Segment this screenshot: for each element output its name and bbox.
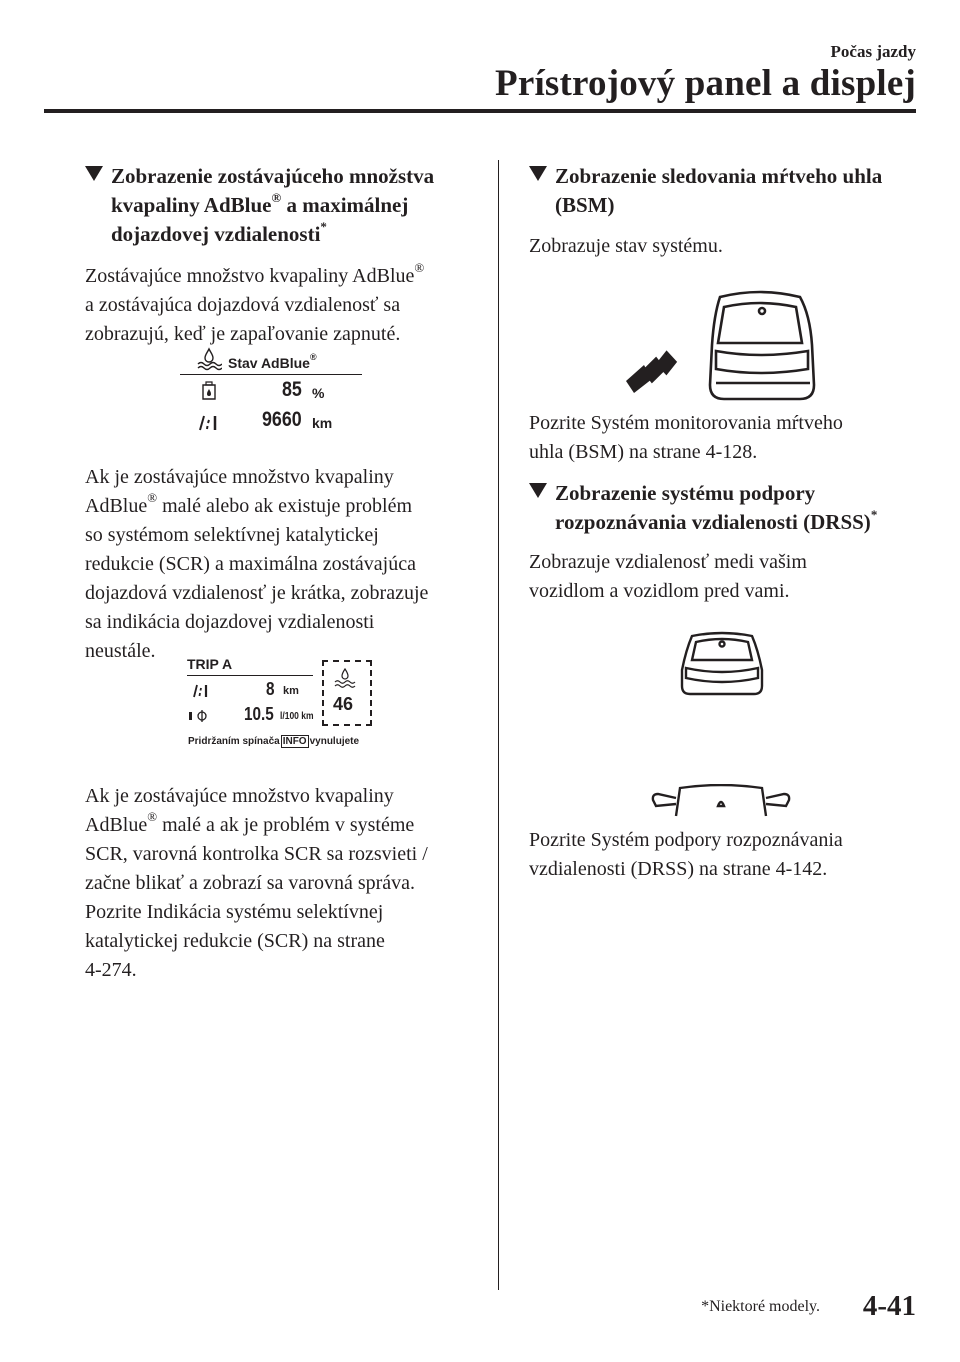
figure-trip-a xyxy=(184,654,374,754)
section-label: Počas jazdy xyxy=(830,42,916,61)
page-title: Prístrojový panel a displej xyxy=(495,63,916,104)
trip-distance-value: 8 xyxy=(266,679,275,699)
page-number: 4-41 xyxy=(862,1290,916,1322)
footnote: *Niektoré modely. xyxy=(701,1298,820,1315)
adblue-range-unit: km xyxy=(312,415,333,431)
adblue-level-value: 85 xyxy=(282,378,302,401)
trip-consumption-unit: l/100 km xyxy=(280,711,314,722)
trip-distance-unit: km xyxy=(283,685,299,697)
own-vehicle-icon xyxy=(653,785,789,816)
paragraph-drss-intro: Zobrazuje vzdialenosť medi vašim vozidlom a vozidlom pred vami. xyxy=(529,551,807,602)
paragraph-scr-warning: Ak je zostávajúce množstvo kvapaliny AdBlue® malé a ak je problém v systéme SCR, varovná kontrolka SCR sa rozsvieti / začne blikať a zobrazí sa varovná správa. Pozrite Indikácia systému selektívnej katalytickej redukcie (SCR) na strane 4-274. xyxy=(85,785,428,981)
heading-drss: Zobrazenie systému podpory rozpoznávania vzdialenosti (DRSS)* xyxy=(555,479,935,537)
trip-a-title: TRIP A xyxy=(187,656,233,672)
road-distance-icon xyxy=(192,684,210,698)
adblue-small-icon xyxy=(334,668,356,688)
paragraph-drss-ref: Pozrite Systém podpory rozpoznávania vzdialenosti (DRSS) na strane 4-142. xyxy=(529,829,843,880)
triangle-bullet-icon xyxy=(529,166,547,181)
adblue-level-unit: % xyxy=(312,385,325,401)
triangle-bullet-icon xyxy=(85,166,103,181)
trip-reset-hint: Pridržaním spínača INFO vynulujete xyxy=(188,736,360,747)
trip-consumption-value: 10.5 xyxy=(244,704,274,724)
adblue-tank-icon xyxy=(200,381,218,401)
paragraph-adblue-intro: Zostávajúce množstvo kvapaliny AdBlue® a zostávajúca dojazdová vzdialenosť sa zobrazujú, keď je zapaľovanie zapnuté. xyxy=(85,260,425,345)
heading-adblue: Zobrazenie zostávajúceho množstva kvapaliny AdBlue® a maximálnej dojazdovej vzdialenosti* xyxy=(111,162,481,249)
road-range-icon xyxy=(198,415,220,431)
car-ahead-icon xyxy=(682,633,762,694)
paragraph-bsm-status: Zobrazuje stav systému. xyxy=(529,235,723,257)
info-key-label: INFO xyxy=(282,736,307,747)
paragraph-bsm-ref: Pozrite Systém monitorovania mŕtveho uhla (BSM) na strane 4-128. xyxy=(529,412,843,463)
triangle-bullet-icon xyxy=(529,483,547,498)
adblue-remaining-value: 46 xyxy=(333,694,354,714)
fuel-consumption-icon xyxy=(188,709,210,723)
column-divider xyxy=(498,160,499,1290)
adblue-status-title: Stav AdBlue® xyxy=(228,352,317,371)
figure-rule xyxy=(180,374,362,375)
adblue-icon xyxy=(196,347,222,371)
drss-car-ahead-figure xyxy=(676,630,768,698)
figure-adblue-status xyxy=(180,345,380,445)
bsm-car-figure xyxy=(620,285,832,405)
drss-own-vehicle-figure xyxy=(650,784,792,818)
paragraph-adblue-low: Ak je zostávajúce množstvo kvapaliny AdBlue® malé alebo ak existuje problém so systémom selektívnej katalytickej redukcie (SCR) a maximálna zostávajúca dojazdová vzdialenosť je krátka, zobrazuje sa indikácia dojazdovej vzdialenosti neustále. xyxy=(85,466,429,662)
car-rear-icon xyxy=(710,292,814,399)
trip-rule xyxy=(187,675,313,676)
bsm-radar-waves-icon xyxy=(626,348,680,393)
header-rule xyxy=(44,109,916,113)
adblue-range-value: 9660 xyxy=(262,408,302,431)
heading-bsm: Zobrazenie sledovania mŕtveho uhla (BSM) xyxy=(555,162,925,220)
